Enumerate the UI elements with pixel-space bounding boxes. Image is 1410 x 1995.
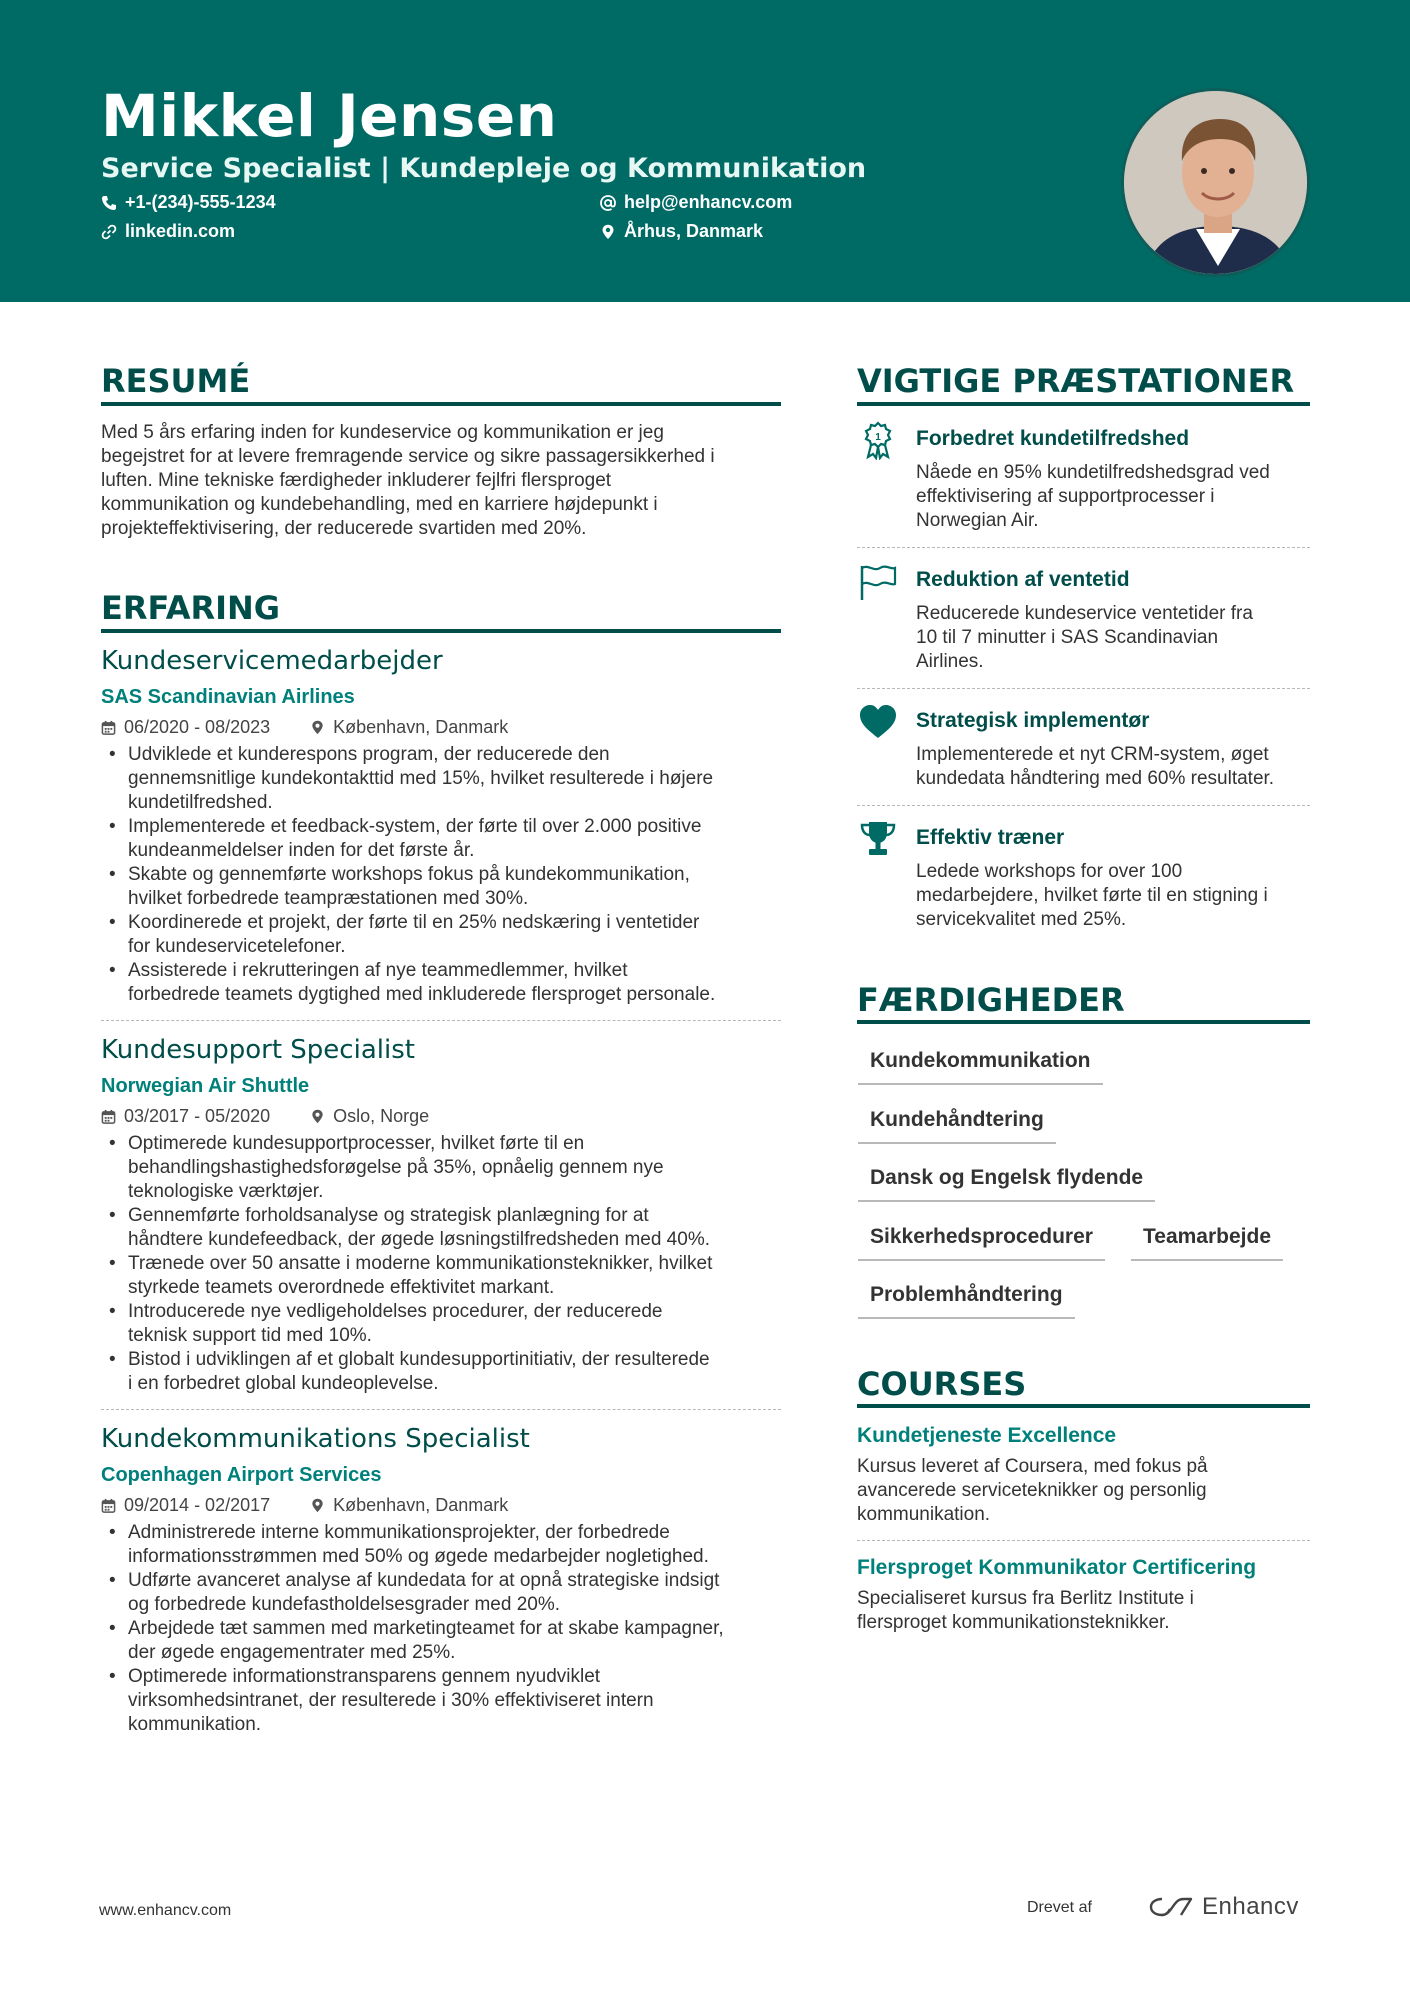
header-banner — [0, 0, 1410, 302]
skill-tag: Problemhåndtering — [858, 1283, 1075, 1319]
skill-tag: Kundehåndtering — [858, 1108, 1056, 1144]
experience-heading: ERFARING — [101, 589, 281, 627]
job-bullets — [101, 1132, 781, 1396]
calendar-icon — [101, 1109, 116, 1124]
enhancv-logo[interactable] — [1148, 1893, 1299, 1921]
job-title: Kundesupport Specialist — [101, 1035, 415, 1065]
achievement-title: Reduktion af ventetid — [916, 568, 1130, 591]
course-title: Kundetjeneste Excellence — [857, 1424, 1117, 1447]
linkedin-text: linkedin.com — [125, 221, 236, 241]
footer-powered-by: Drevet af — [1027, 1899, 1092, 1916]
experience-rule — [101, 629, 781, 633]
course-text: Kursus leveret af Coursera, med fokus på avancerede serviceteknikker og personlig kommunikation. — [857, 1456, 1208, 1525]
job-bullets — [101, 743, 781, 1007]
courses-rule — [857, 1404, 1310, 1408]
divider — [857, 688, 1310, 689]
enhancv-logo-icon — [1148, 1895, 1194, 1919]
at-sign-icon — [600, 195, 616, 211]
bullet-item: • Arbejdede tæt sammen med marketingteamet for at skabe kampagner, der øgede engagementrater med 25%. — [101, 1617, 781, 1665]
bullet-item: • Implementerede et feedback-system, der førte til over 2.000 positive kundeanmeldelser inden for det første år. — [101, 815, 781, 863]
summary-text — [101, 421, 791, 541]
divider — [857, 1540, 1310, 1541]
bullet-item: • Administrerede interne kommunikationsprojekter, der forbedrede informationsstrømmen med 50% og øgede medarbejder nogletighed. — [101, 1521, 781, 1569]
bullet-item: • Trænede over 50 ansatte i moderne kommunikationsteknikker, hvilket styrkede teamets overordnede effektivitet markant. — [101, 1252, 781, 1300]
bullet-item: • Koordinerede et projekt, der førte til en 25% nedskæring i ventetider for kundeservicetelefoner. — [101, 911, 781, 959]
job-meta — [101, 717, 508, 738]
bullet-item: • Udførte avanceret analyse af kundedata for at opnå strategiske indsigt og forbedrede kundefastholdelsesgrader med 20%. — [101, 1569, 781, 1617]
profile-photo — [1121, 88, 1310, 277]
calendar-icon — [101, 1498, 116, 1513]
trophy-icon — [858, 819, 898, 859]
skills-rule — [857, 1020, 1310, 1024]
summary-line: luften. Mine tekniske færdigheder inkluderer fejlfri flersproget — [101, 470, 612, 491]
skill-tag: Sikkerhedsprocedurer — [858, 1225, 1105, 1261]
skill-tag: Kundekommunikation — [858, 1049, 1103, 1085]
summary-line: projekteffektivisering, der reducerede svartiden med 20%. — [101, 518, 587, 539]
bullet-item: • Gennemførte forholdsanalyse og strategisk planlægning for at håndtere kundefeedback, der øgede løsningstilfredsheden med 40%. — [101, 1204, 781, 1252]
bullet-item: • Skabte og gennemførte workshops fokus på kundekommunikation, hvilket forbedrede teampræstationen med 30%. — [101, 863, 781, 911]
skill-tag: Dansk og Engelsk flydende — [858, 1166, 1155, 1202]
map-pin-icon — [310, 1498, 325, 1513]
achievement-title: Effektiv træner — [916, 826, 1065, 849]
job-meta — [101, 1106, 429, 1127]
bullet-item: • Optimerede kundesupportprocesser, hvilket førte til en behandlingshastighedsforøgelse på 35%, opnåelig gennem nye teknologiske værktøjer. — [101, 1132, 781, 1204]
achievement-text: Nåede en 95% kundetilfredshedsgrad ved effektivisering af supportprocesser i Norwegian Air. — [916, 462, 1270, 531]
summary-line: Med 5 års erfaring inden for kundeservice og kommunikation er jeg — [101, 422, 664, 443]
company-name: Norwegian Air Shuttle — [101, 1075, 310, 1097]
achievements-rule — [857, 402, 1310, 406]
summary-heading: RESUMÉ — [101, 362, 251, 400]
courses-heading: COURSES — [857, 1365, 1027, 1403]
bullet-item: • Udviklede et kunderespons program, der reducerede den gennemsnitlige kundekontakttid med 15%, hvilket resulterede i højere kundetilfredshed. — [101, 743, 781, 815]
achievements-heading: VIGTIGE PRÆSTATIONER — [857, 362, 1295, 400]
bullet-item: • Assisterede i rekrutteringen af nye teammedlemmer, hvilket forbedrede teamets dygtighed med inkluderede flersproget personale. — [101, 959, 781, 1007]
email-contact[interactable] — [600, 192, 792, 213]
achievement-text: Ledede workshops for over 100 medarbejdere, hvilket førte til en stigning i servicekvalitet med 25%. — [916, 861, 1268, 930]
job-meta — [101, 1495, 508, 1516]
job-dates: 06/2020 - 08/2023 — [124, 717, 271, 737]
job-location: København, Danmark — [333, 717, 509, 737]
phone-icon — [101, 195, 117, 211]
divider — [101, 1409, 781, 1410]
location-contact — [600, 221, 763, 242]
summary-rule — [101, 402, 781, 406]
map-pin-icon — [310, 720, 325, 735]
email-text: help@enhancv.com — [624, 192, 793, 212]
company-name: SAS Scandinavian Airlines — [101, 686, 355, 708]
divider — [857, 805, 1310, 806]
calendar-icon — [101, 720, 116, 735]
footer-website[interactable]: www.enhancv.com — [99, 1902, 232, 1919]
job-location: Oslo, Norge — [333, 1106, 430, 1126]
company-name: Copenhagen Airport Services — [101, 1464, 382, 1486]
summary-line: begejstret for at levere fremragende service og sikre passagersikkerhed i — [101, 446, 715, 467]
bullet-item: • Optimerede informationstransparens gennem nyudviklet virksomhedsintranet, der resulterede i 30% effektiviseret intern kommunikation. — [101, 1665, 781, 1737]
achievement-title: Forbedret kundetilfredshed — [916, 427, 1190, 450]
award-ribbon-icon — [858, 420, 898, 460]
job-dates: 09/2014 - 02/2017 — [124, 1495, 271, 1515]
skill-tag: Teamarbejde — [1131, 1225, 1283, 1261]
summary-line: kommunikation og kundebehandling, med en karriere højdepunkt i — [101, 494, 658, 515]
job-title: Kundeservicemedarbejder — [101, 646, 443, 676]
achievement-text: Implementerede et nyt CRM-system, øget kundedata håndtering med 60% resultater. — [916, 744, 1275, 789]
phone-text: +1-(234)-555-1234 — [125, 192, 276, 212]
bullet-item: • Bistod i udviklingen af et globalt kundesupportinitiativ, der resulterede i en forbedret global kundeoplevelse. — [101, 1348, 781, 1396]
course-title: Flersproget Kommunikator Certificering — [857, 1556, 1257, 1579]
skills-heading: FÆRDIGHEDER — [857, 981, 1125, 1019]
phone-contact[interactable] — [101, 192, 276, 213]
job-location: København, Danmark — [333, 1495, 509, 1515]
divider — [857, 547, 1310, 548]
achievement-title: Strategisk implementør — [916, 709, 1150, 732]
candidate-name: Mikkel Jensen — [101, 82, 558, 150]
job-bullets — [101, 1521, 781, 1737]
link-icon — [101, 224, 117, 240]
svg-text:1: 1 — [875, 432, 881, 443]
heart-icon — [858, 702, 898, 742]
map-pin-icon — [600, 224, 616, 240]
flag-icon — [858, 562, 898, 602]
map-pin-icon — [310, 1109, 325, 1124]
candidate-title: Service Specialist | Kundepleje og Kommunikation — [101, 153, 867, 184]
brand-name: Enhancv — [1202, 1893, 1299, 1920]
achievement-text: Reducerede kundeservice ventetider fra 10 til 7 minutter i SAS Scandinavian Airlines. — [916, 603, 1253, 672]
course-text: Specialiseret kursus fra Berlitz Institute i flersproget kommunikationsteknikker. — [857, 1588, 1194, 1633]
linkedin-contact[interactable] — [101, 221, 235, 242]
job-dates: 03/2017 - 05/2020 — [124, 1106, 271, 1126]
job-title: Kundekommunikations Specialist — [101, 1424, 530, 1454]
bullet-item: • Introducerede nye vedligeholdelses procedurer, der reducerede teknisk support tid med 10%. — [101, 1300, 781, 1348]
divider — [101, 1020, 781, 1021]
location-text: Århus, Danmark — [624, 221, 764, 241]
